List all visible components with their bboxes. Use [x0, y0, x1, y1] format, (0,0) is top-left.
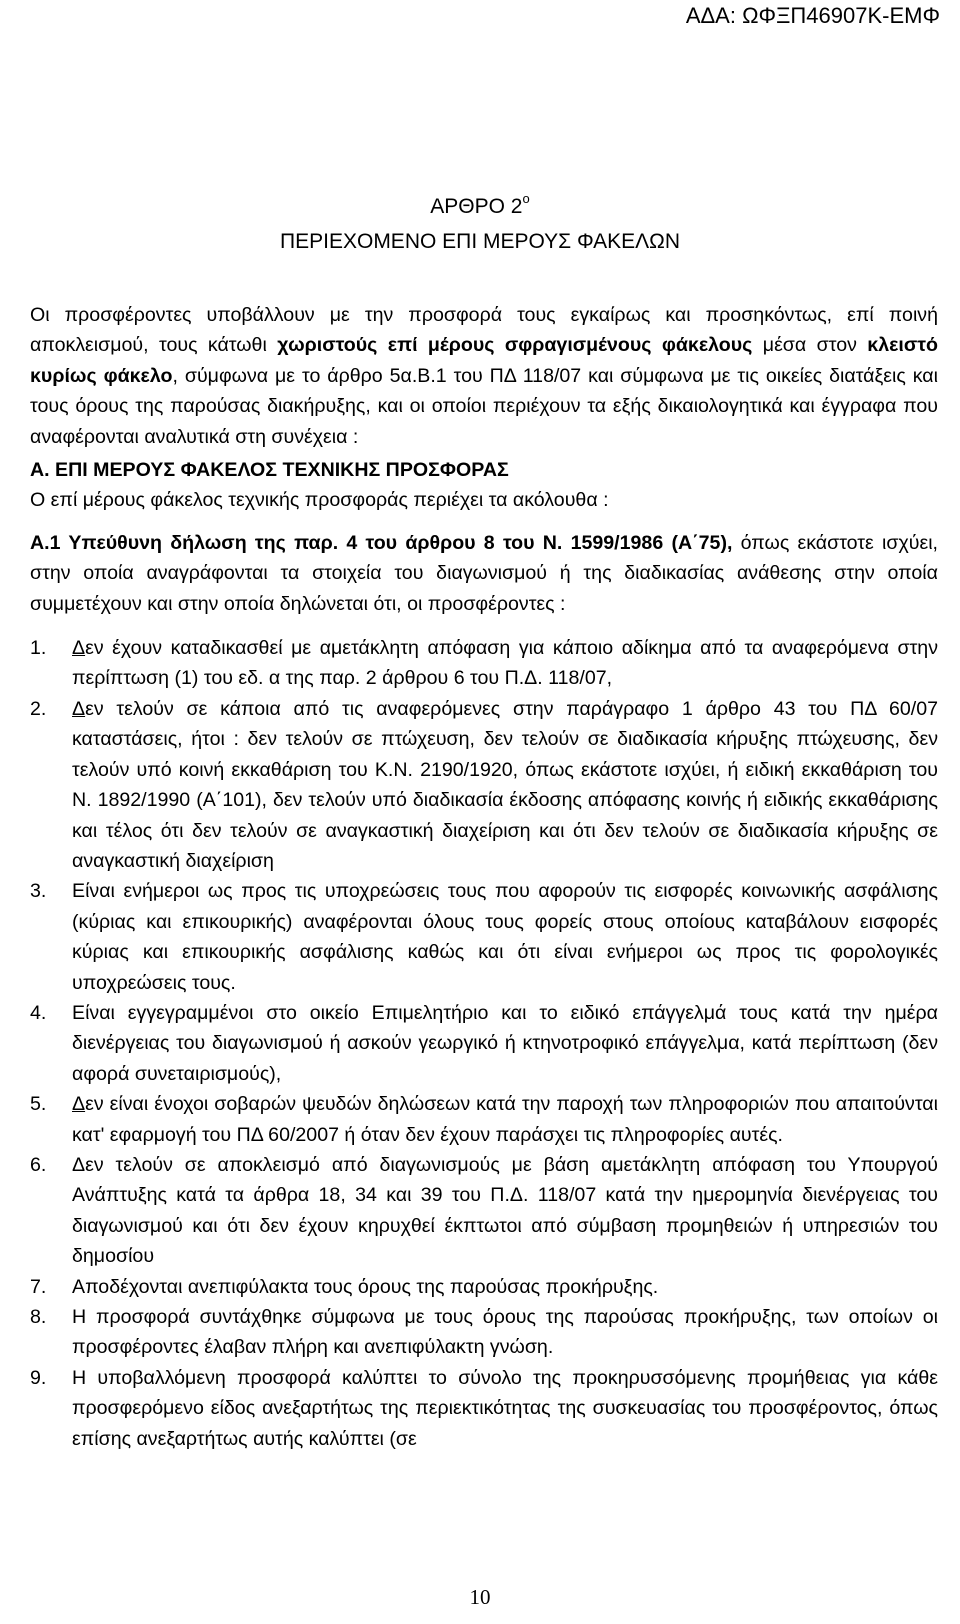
list-item — [30, 1363, 938, 1454]
list-item-text — [72, 876, 938, 998]
list-item — [30, 694, 938, 876]
list-item-text — [72, 998, 938, 1089]
list-item-body: εν είναι ένοχοι σοβαρών ψευδών δηλώσεων κατά την παροχή των πληροφοριών που απαιτούνται κατ' εφαρμογή του ΠΔ 60/2007 ή όταν δεν έχουν παράσχει τις πληροφορίες αυτές. — [72, 1093, 938, 1146]
declaration-list — [30, 633, 938, 1454]
article-title-superscript: ο — [522, 191, 530, 206]
list-item-number: 5. — [30, 1093, 47, 1116]
list-item-number: 8. — [30, 1306, 47, 1328]
list-item-text — [72, 1089, 938, 1150]
list-item-number: 3. — [30, 880, 47, 903]
list-item — [30, 633, 938, 694]
article-title — [0, 193, 960, 221]
intro-part-1: Οι προσφέροντες υποβάλλουν με την προσφορά τους εγκαίρως και προσηκόντως, επί ποινή αποκλεισμού, τους κάτωθι — [30, 304, 938, 357]
intro-part-3: , σύμφωνα με το άρθρο 5α.Β.1 του ΠΔ 118/07 και σύμφωνα με τις οικείες διατάξεις και τους όρους της παρούσας διακήρυξης, και οι οποίοι περιέχουν τα εξής δικαιολογητικά και έγγραφα που αναφέρονται αναλυτικά στη συνέχεια : — [30, 364, 938, 448]
list-item-number: 4. — [30, 1001, 47, 1024]
section-a-intro: Ο επί μέρους φάκελος τεχνικής προσφοράς περιέχει τα ακόλουθα : — [30, 489, 609, 512]
article-subtitle: ΠΕΡΙΕΧΟΜΕΝΟ ΕΠΙ ΜΕΡΟΥΣ ΦΑΚΕΛΩΝ — [279, 230, 681, 253]
a1-text: όπως εκάστοτε ισχύει, στην οποία αναγράφονται τα στοιχεία του διαγωνισμού ή της διαδικασίας ανάθεσης στην οποία συμμετέχουν και στην οποία δηλώνεται ότι, οι προσφέροντες : — [30, 531, 938, 615]
list-item — [30, 998, 938, 1089]
list-item-text — [72, 1302, 938, 1363]
list-item-body: Είναι ενήμεροι ως προς τις υποχρεώσεις τους που αφορούν τις εισφορές κοινωνικής ασφάλισης (κύριας και επικουρικής) αναφέρονται όλους τους φορείς στους οποίους καταβάλουν εισφορές κύριας και επικουρικής ασφάλισης καθώς και ότι είναι ενήμεροι ως προς τις φορολογικές υποχρεώσεις τους. — [72, 880, 938, 994]
list-item-lead: Δ — [72, 1093, 86, 1116]
intro-bold-2: κλειστό κυρίως φάκελο — [30, 334, 938, 387]
a1-bold: Α.1 Υπεύθυνη δήλωση της παρ. 4 του άρθρου 8 του Ν. 1599/1986 (Α΄75), — [30, 531, 733, 554]
list-item-body: Η προσφορά συντάχθηκε σύμφωνα με τους όρους της παρούσας προκήρυξης, των οποίων οι προσφέροντες έλαβαν πλήρη και ανεπιφύλακτη γνώση. — [72, 1306, 938, 1359]
list-item — [30, 1150, 938, 1272]
list-item-text — [72, 1272, 938, 1302]
section-a-heading — [30, 455, 938, 485]
list-item-text — [72, 694, 938, 876]
list-item-lead: Δ — [72, 697, 86, 720]
list-item-text — [72, 1363, 938, 1454]
list-item-text — [72, 1150, 938, 1272]
list-item-body: εν τελούν σε κάποια από τις αναφερόμενες στην παράγραφο 1 άρθρο 43 του ΠΔ 60/07 καταστάσεις, ήτοι : δεν τελούν σε πτώχευση, δεν τελούν σε διαδικασία κήρυξης πτώχευσης, δεν τελούν υπό κοινή εκκαθάριση του Κ.Ν. 2190/1920, όπως εκάστοτε ισχύει, ή ειδική εκκαθάριση του Ν. 1892/1990 (Α΄101), δεν τελούν υπό διαδικασία έκδοσης απόφασης κοινής ή ειδικής εκκαθάρισης και τέλος ότι δεν τελούν σε αναγκαστική διαχείριση και ότι δεν τελούν σε διαδικασία κήρυξης σε αναγκαστική διαχείριση — [72, 697, 938, 872]
list-item-body: Είναι εγγεγραμμένοι στο οικείο Επιμελητήριο και το ειδικό επάγγελμά τους κατά την ημέρα διενέργειας του διαγωνισμού ή ασκούν γεωργικό ή κτηνοτροφικό επάγγελμα, κατά περίπτωση (δεν αφορά συνεταιρισμούς), — [72, 1001, 938, 1085]
list-item-number: 2. — [30, 697, 47, 720]
document-body — [30, 300, 938, 1454]
list-item — [30, 1302, 938, 1363]
list-item-number: 7. — [30, 1275, 47, 1298]
a1-paragraph — [30, 528, 938, 619]
section-a-heading-text: Α. ΕΠΙ ΜΕΡΟΥΣ ΦΑΚΕΛΟΣ ΤΕΧΝΙΚΗΣ ΠΡΟΣΦΟΡΑΣ — [30, 459, 509, 482]
ada-code: ΑΔΑ: ΩΦΞΠ46907Κ-ΕΜΦ — [685, 3, 940, 28]
intro-paragraph — [30, 300, 938, 452]
list-item-body: Η υποβαλλόμενη προσφορά καλύπτει το σύνολο της προκηρυσσόμενης προμήθειας για κάθε προσφερόμενο είδος ανεξαρτήτως της περιεκτικότητας της συσκευασίας του προσφέροντος, όπως επίσης ανεξαρτήτως αυτής καλύπτει (σε — [72, 1366, 938, 1450]
list-item-number: 6. — [30, 1153, 47, 1176]
page-number: 10 — [469, 1585, 491, 1609]
list-item-number: 9. — [30, 1366, 47, 1389]
list-item-body: εν έχουν καταδικασθεί με αμετάκλητη απόφαση για κάποιο αδίκημα από τα αναφερόμενα στην περίπτωση (1) του εδ. α της παρ. 2 άρθρου 6 του Π.Δ. 118/07, — [72, 637, 938, 690]
list-item — [30, 1089, 938, 1150]
intro-part-2: μέσα στον — [752, 334, 868, 357]
article-title-text: ΑΡΘΡΟ 2 — [430, 195, 523, 218]
intro-bold-1: χωριστούς επί μέρους σφραγισμένους φάκελους — [277, 334, 753, 357]
list-item-text — [72, 633, 938, 694]
list-item — [30, 876, 938, 998]
list-item-lead: Δ — [72, 637, 86, 660]
list-item-body: Αποδέχονται ανεπιφύλακτα τους όρους της παρούσας προκήρυξης. — [72, 1275, 659, 1298]
list-item-number: 1. — [30, 637, 47, 660]
list-item-body: Δεν τελούν σε αποκλεισμό από διαγωνισμούς με βάση αμετάκλητη απόφαση του Υπουργού Ανάπτυξης κατά τα άρθρα 18, 34 και 39 του Π.Δ. 118/07 κατά την ημερομηνία διενέργειας του διαγωνισμού και ότι δεν έχουν κηρυχθεί έκπτωτοι από σύμβαση προμηθειών ή υπηρεσιών του δημοσίου — [72, 1153, 938, 1268]
list-item — [30, 1272, 938, 1302]
